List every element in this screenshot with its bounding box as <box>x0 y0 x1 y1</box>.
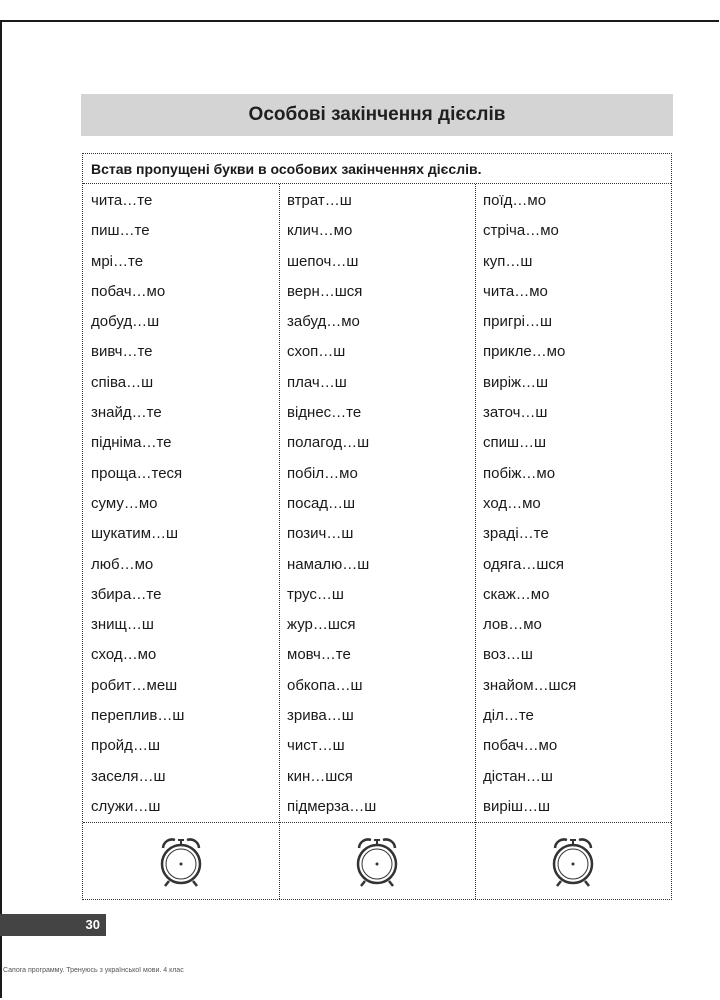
word-item: воз…ш <box>483 646 533 664</box>
page-number: 30 <box>0 914 106 936</box>
word-item: дістан…ш <box>483 767 553 785</box>
word-item: знайд…те <box>91 404 162 422</box>
word-item: трус…ш <box>287 585 344 603</box>
word-item: суму…мо <box>91 494 158 512</box>
word-item: клич…мо <box>287 222 353 240</box>
word-item: збира…те <box>91 585 162 603</box>
word-item: шукатим…ш <box>91 525 179 543</box>
word-item: виріж…ш <box>483 373 549 391</box>
word-item: підмерза…ш <box>287 797 377 815</box>
word-item: чист…ш <box>287 737 345 755</box>
word-item: схоп…ш <box>287 343 346 361</box>
word-item: мрі…те <box>91 252 144 270</box>
word-item: заселя…ш <box>91 767 166 785</box>
word-item: знайом…шся <box>483 676 577 694</box>
word-item: служи…ш <box>91 797 161 815</box>
word-item: прикле…мо <box>483 343 566 361</box>
word-item: кин…шся <box>287 767 353 785</box>
alarm-clock-icon <box>154 834 208 888</box>
word-item: побіж…мо <box>483 464 556 482</box>
word-item: пройд…ш <box>91 737 160 755</box>
word-item: побач…мо <box>483 737 558 755</box>
word-item: заточ…ш <box>483 404 548 422</box>
word-item: плач…ш <box>287 373 347 391</box>
word-item: виріш…ш <box>483 797 551 815</box>
page-title: Особові закінчення дієслів <box>81 94 673 136</box>
word-item: ход…мо <box>483 494 541 512</box>
word-item: стріча…мо <box>483 222 559 240</box>
word-item: співа…ш <box>91 373 154 391</box>
footer-text: Сапога программу. Тренуюсь з української мови. 4 клас <box>3 967 184 974</box>
word-item: зраді…те <box>483 525 549 543</box>
word-item: чита…мо <box>483 282 548 300</box>
word-column-3 <box>483 186 576 822</box>
word-item: полагод…ш <box>287 434 370 452</box>
column-divider <box>475 184 476 899</box>
word-item: втрат…ш <box>287 192 352 209</box>
alarm-clock-icon <box>350 834 404 888</box>
word-item: переплив…ш <box>91 707 185 725</box>
word-item: пиш…те <box>91 222 150 240</box>
word-item: скаж…мо <box>483 585 550 603</box>
word-item: спиш…ш <box>483 434 547 452</box>
word-item: чита…те <box>91 192 153 209</box>
word-item: діл…те <box>483 707 534 725</box>
word-item: пригрі…ш <box>483 313 553 331</box>
word-item: шепоч…ш <box>287 252 359 270</box>
word-item: одяга…шся <box>483 555 565 573</box>
word-item: жур…шся <box>287 616 356 634</box>
word-item: знищ…ш <box>91 616 154 634</box>
word-item: побіл…мо <box>287 464 358 482</box>
word-item: зрива…ш <box>287 707 354 725</box>
column-divider <box>279 184 280 899</box>
alarm-clock-icon <box>546 834 600 888</box>
word-item: забуд…мо <box>287 313 360 331</box>
word-item: віднес…те <box>287 404 362 422</box>
word-item: поїд…мо <box>483 192 547 209</box>
word-column-1 <box>91 186 184 822</box>
word-item: куп…ш <box>483 252 533 270</box>
word-item: робит…меш <box>91 676 178 694</box>
word-column-2 <box>287 186 376 822</box>
word-item: добуд…ш <box>91 313 160 331</box>
word-item: підніма…те <box>91 434 172 452</box>
word-item: верн…шся <box>287 282 363 300</box>
exercise-table <box>82 153 672 900</box>
word-item: намалю…ш <box>287 555 370 573</box>
instruction-text: Встав пропущені букви в особових закінченнях дієслів. <box>83 154 671 184</box>
word-item: мовч…те <box>287 646 351 664</box>
word-item: обкопа…ш <box>287 676 363 694</box>
word-item: лов…мо <box>483 616 542 634</box>
word-item: проща…теся <box>91 464 183 482</box>
word-item: сход…мо <box>91 646 157 664</box>
word-item: люб…мо <box>91 555 154 573</box>
word-item: позич…ш <box>287 525 354 543</box>
word-item: вивч…те <box>91 343 153 361</box>
word-item: побач…мо <box>91 282 166 300</box>
word-item: посад…ш <box>287 494 356 512</box>
